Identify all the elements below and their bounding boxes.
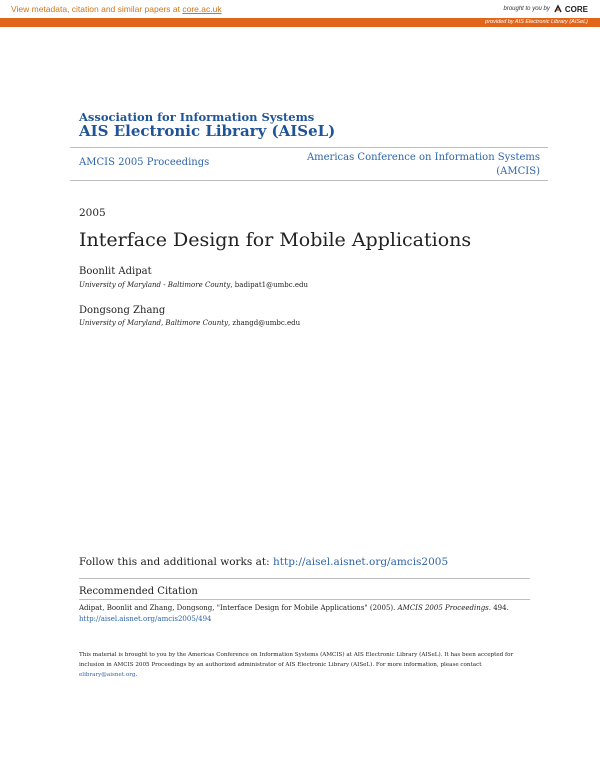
citation-divider-bottom (79, 599, 530, 600)
citation-body: Adipat, Boonlit and Zhang, Dongsong, "Interface Design for Mobile Applications" (2005). (79, 604, 398, 612)
core-logo-text: CORE (564, 4, 588, 14)
association-name[interactable]: Association for Information Systems (79, 110, 315, 124)
core-brought-by[interactable] (504, 4, 589, 14)
conference-line-2: (AMCIS) (496, 166, 540, 177)
affiliation-1-text: University of Maryland - Baltimore County (79, 281, 231, 289)
core-brought-text: brought to you by (503, 6, 550, 12)
follow-link[interactable]: http://aisel.aisnet.org/amcis2005 (273, 556, 449, 568)
core-logo (553, 4, 588, 14)
core-metadata-link[interactable] (11, 4, 222, 14)
library-name[interactable]: AIS Electronic Library (AISeL) (79, 122, 336, 140)
citation-end: . 494. (488, 604, 509, 612)
core-link-prefix: View metadata, citation and similar papers at (11, 4, 183, 14)
provider-band (0, 18, 600, 27)
notice-end: . (135, 672, 138, 678)
notice-text: This material is brought to you by the Americas Conference on Information Systems (AMCIS) at AIS Electronic Library (AISeL). It has been accepted for inclusion in AMCIS 2005 Proceedings by an authorized administrator of AIS Electronic Library (AISeL). For more information, please contact (79, 652, 514, 668)
notice-email[interactable]: elibrary@aisnet.org (79, 672, 136, 678)
author-affiliation-2 (79, 319, 300, 327)
proceedings-link[interactable]: AMCIS 2005 Proceedings (79, 157, 210, 168)
provided-by-text: provided by AIS Electronic Library (AISeL) (485, 19, 588, 25)
paper-year: 2005 (79, 207, 106, 219)
author-name-2[interactable]: Dongsong Zhang (79, 305, 166, 316)
author-name-1[interactable]: Boonlit Adipat (79, 266, 152, 277)
conference-link[interactable] (300, 151, 540, 179)
core-logo-icon (553, 4, 563, 14)
core-banner (0, 0, 600, 18)
citation-divider-top (79, 578, 530, 579)
paper-title: Interface Design for Mobile Applications (79, 229, 472, 251)
author-affiliation-1 (79, 281, 308, 289)
header-divider-top (70, 147, 548, 148)
author-email-1: , badipat1@umbc.edu (230, 281, 308, 289)
core-link-url[interactable]: core.ac.uk (182, 4, 222, 14)
follow-text: Follow this and additional works at: (79, 556, 273, 568)
citation-journal: AMCIS 2005 Proceedings (397, 604, 489, 612)
repository-notice (79, 650, 530, 680)
conference-line-1: Americas Conference on Information Systems (306, 152, 540, 163)
citation-heading: Recommended Citation (79, 586, 198, 597)
header-divider-bottom (70, 180, 548, 181)
follow-works (79, 556, 448, 568)
citation-text (79, 603, 530, 625)
affiliation-2-text: University of Maryland, Baltimore County (79, 319, 228, 327)
author-email-2: , zhangd@umbc.edu (227, 319, 301, 327)
citation-url[interactable]: http://aisel.aisnet.org/amcis2005/494 (79, 615, 212, 623)
